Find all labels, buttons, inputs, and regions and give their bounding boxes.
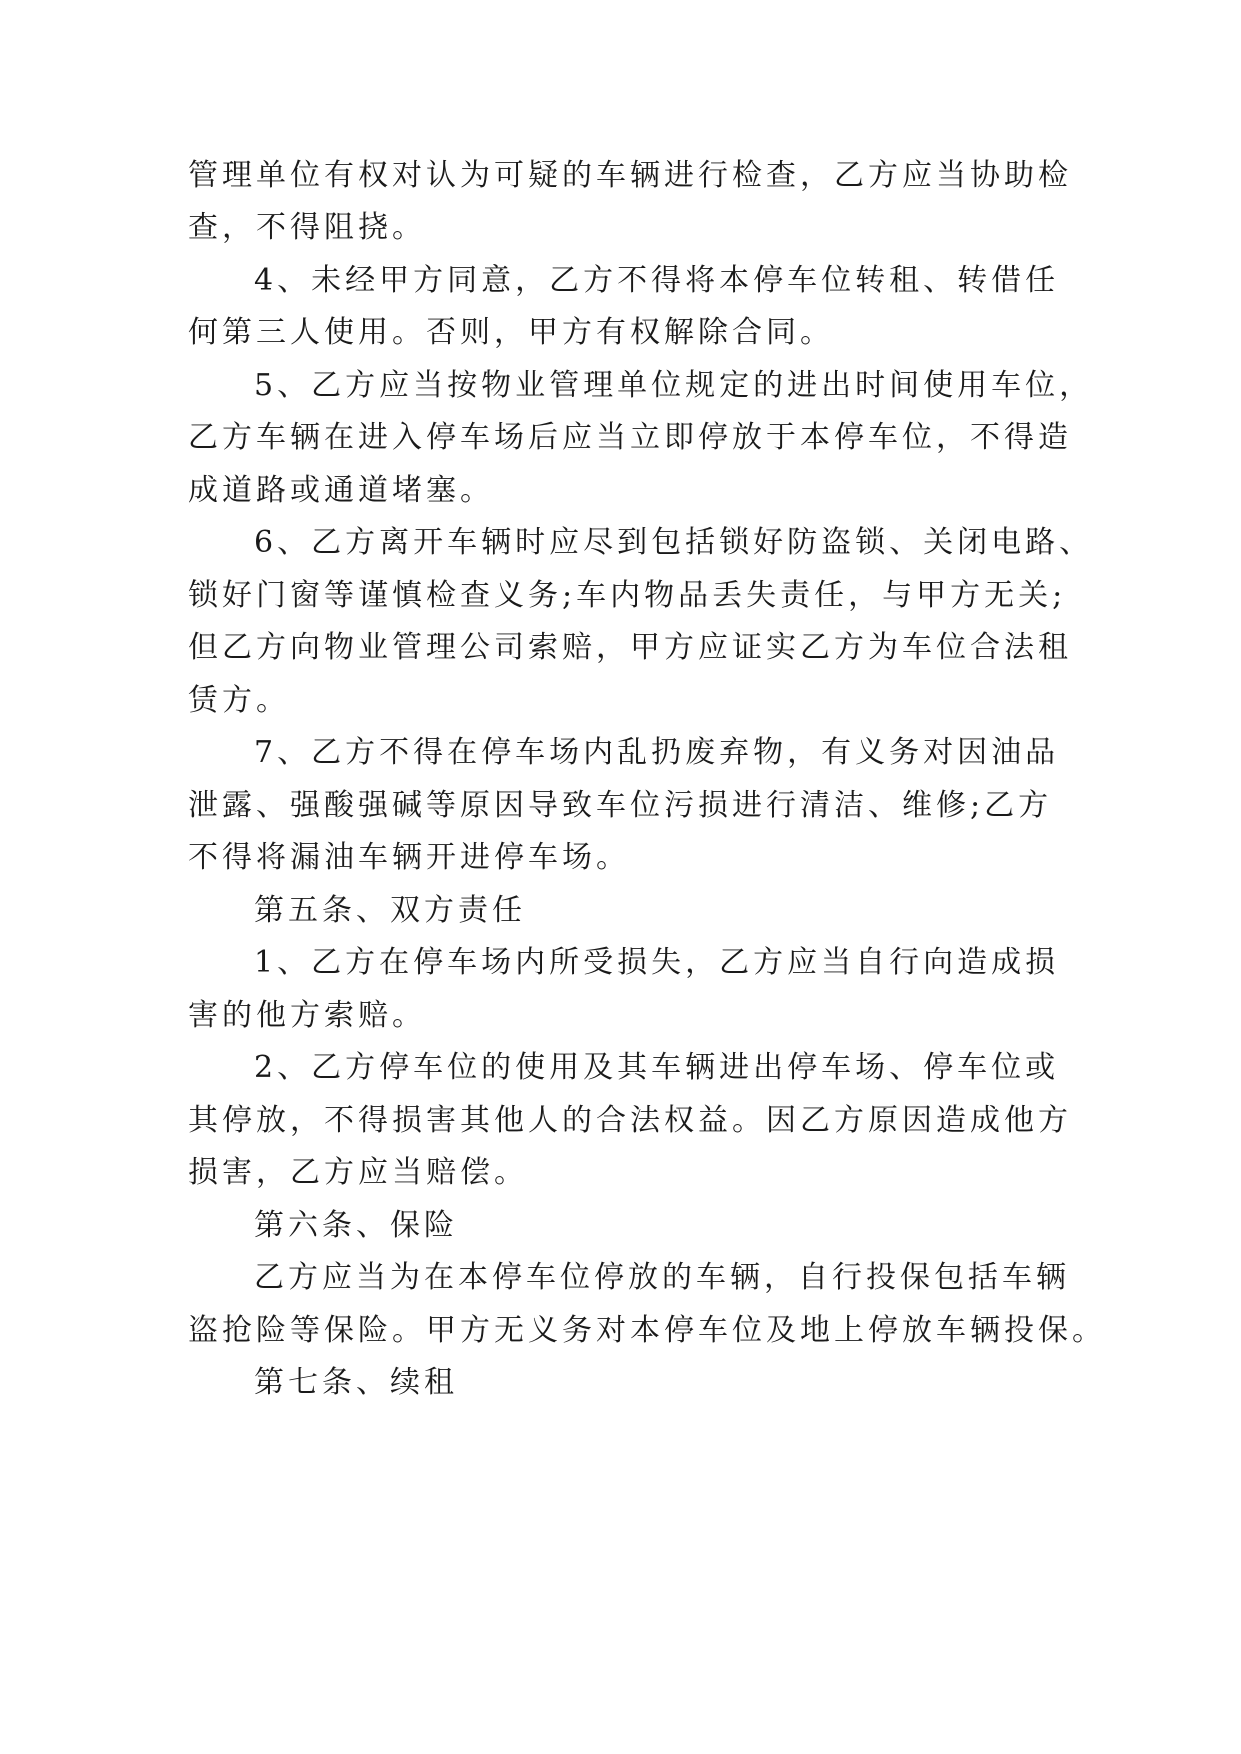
text-line: 害的他方索赔。 bbox=[188, 998, 426, 1033]
text-line: 不得将漏油车辆开进停车场。 bbox=[188, 840, 630, 875]
text-line: 但乙方向物业管理公司索赔，甲方应证实乙方为车位合法租 bbox=[188, 630, 1072, 665]
text-line: 7、乙方不得在停车场内乱扔废弃物，有义务对因油品 bbox=[254, 735, 1060, 770]
section-heading: 第七条、续租 bbox=[254, 1365, 458, 1400]
text-line: 6、乙方离开车辆时应尽到包括锁好防盗锁、关闭电路、 bbox=[254, 525, 1094, 560]
text-line: 2、乙方停车位的使用及其车辆进出停车场、停车位或 bbox=[254, 1050, 1060, 1085]
text-line: 其停放，不得损害其他人的合法权益。因乙方原因造成他方 bbox=[188, 1103, 1072, 1138]
text-line: 盗抢险等保险。甲方无义务对本停车位及地上停放车辆投保。 bbox=[188, 1313, 1106, 1348]
text-line: 查，不得阻挠。 bbox=[188, 210, 426, 245]
text-line: 乙方车辆在进入停车场后应当立即停放于本停车位，不得造 bbox=[188, 420, 1072, 455]
text-line: 1、乙方在停车场内所受损失，乙方应当自行向造成损 bbox=[254, 945, 1060, 980]
text-line: 损害，乙方应当赔偿。 bbox=[188, 1155, 528, 1190]
section-heading: 第六条、保险 bbox=[254, 1208, 458, 1243]
section-heading: 第五条、双方责任 bbox=[254, 893, 526, 928]
text-line: 乙方应当为在本停车位停放的车辆，自行投保包括车辆 bbox=[254, 1260, 1070, 1295]
text-line: 5、乙方应当按物业管理单位规定的进出时间使用车位， bbox=[254, 368, 1094, 403]
text-line: 成道路或通道堵塞。 bbox=[188, 473, 494, 508]
text-line: 锁好门窗等谨慎检查义务;车内物品丢失责任，与甲方无关; bbox=[188, 578, 1067, 613]
text-line: 4、未经甲方同意，乙方不得将本停车位转租、转借任 bbox=[254, 263, 1060, 298]
text-line: 管理单位有权对认为可疑的车辆进行检查，乙方应当协助检 bbox=[188, 158, 1072, 193]
text-line: 泄露、强酸强碱等原因导致车位污损进行清洁、维修;乙方 bbox=[188, 788, 1053, 823]
text-line: 赁方。 bbox=[188, 683, 290, 718]
text-line: 何第三人使用。否则，甲方有权解除合同。 bbox=[188, 315, 834, 350]
